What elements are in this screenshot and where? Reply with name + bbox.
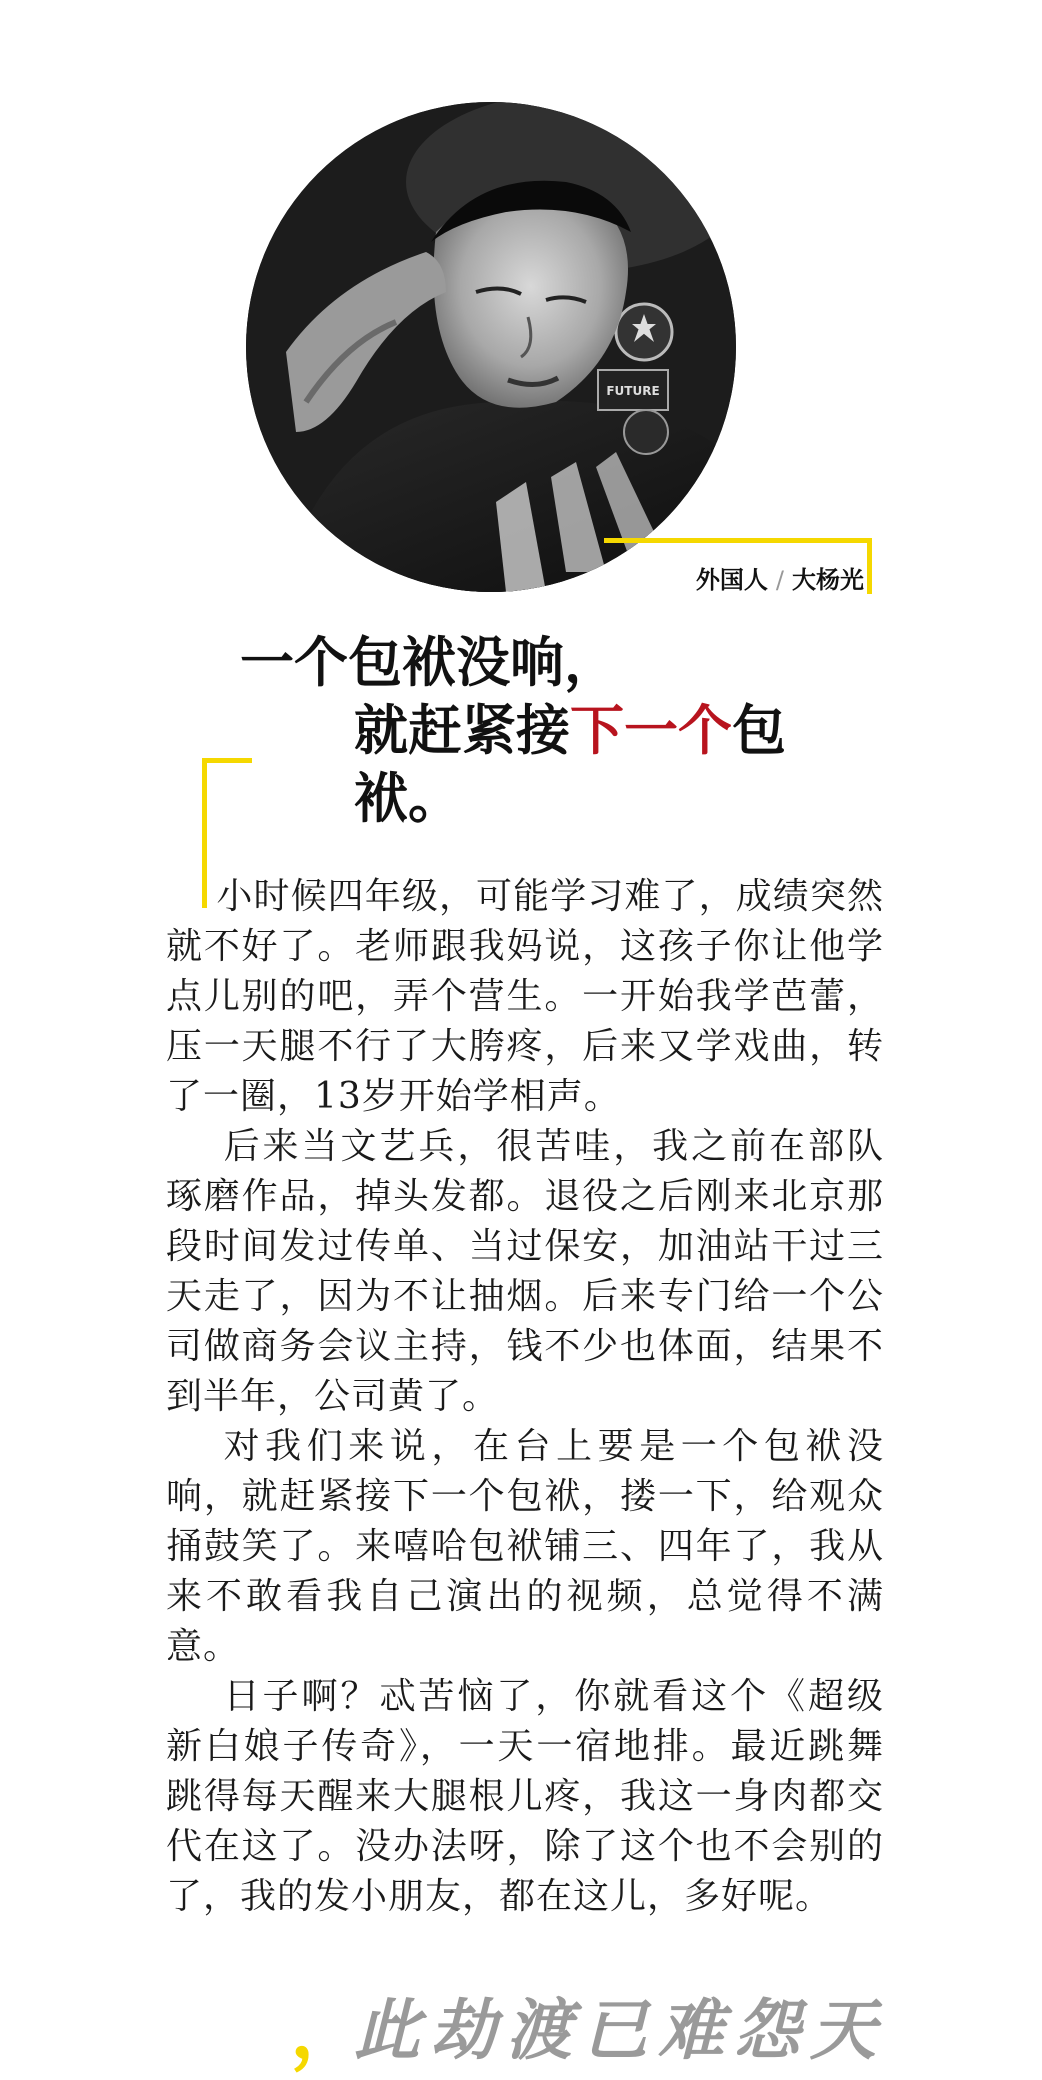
- headline-line-1: 一个包袱没响，: [240, 630, 618, 694]
- portrait-photo: [246, 102, 736, 592]
- paragraph-4: 日子啊？忒苦恼了，你就看这个《超级新白娘子传奇》，一天一宿地排。最近跳舞跳得每天醒来大腿根儿疼，我这一身肉都交代在这了。没办法呀，除了这个也不会别的了，我的发小朋友，都在这儿，多好呢。: [166, 1676, 884, 1917]
- headline: [240, 628, 880, 832]
- headline-line-2-prefix: 就赶紧接: [354, 698, 570, 762]
- headline-line-2: [240, 696, 880, 832]
- caption-name: 大杨光: [792, 566, 864, 594]
- photo-caption: [696, 560, 864, 595]
- footer-text: 此劫渡已难怨天: [354, 1991, 886, 2069]
- caption-category: 外国人: [695, 566, 768, 594]
- portrait-illustration: [246, 102, 736, 592]
- paragraph-3: 对我们来说，在台上要是一个包袱没响，就赶紧接下一个包袱，搂一下，给观众捅鼓笑了。来嘻哈包袱铺三、四年了，我从来不敢看我自己演出的视频，总觉得不满意。: [166, 1426, 884, 1667]
- headline-highlight: 下一个: [570, 698, 732, 762]
- caption-separator: /: [775, 566, 784, 594]
- paragraph-1: 小时候四年级，可能学习难了，成绩突然就不好了。老师跟我妈说，这孩子你让他学点儿别的吧，弄个营生。一开始我学芭蕾，压一天腿不行了大胯疼，后来又学戏曲，转了一圈，13岁开始学相声。: [166, 876, 884, 1117]
- patch-text: FUTURE: [606, 384, 660, 398]
- footer-comma: ，: [290, 1985, 366, 2074]
- article-body: [166, 872, 884, 1922]
- footer-banner: [290, 1985, 1042, 2075]
- paragraph-2: 后来当文艺兵，很苦哇，我之前在部队琢磨作品，掉头发都。退役之后刚来北京那段时间发过传单、当过保安，加油站干过三天走了，因为不让抽烟。后来专门给一个公司做商务会议主持，钱不少也体面，结果不到半年，公司黄了。: [166, 1126, 884, 1417]
- headline-line-2-suffix: 包袱。: [354, 698, 786, 830]
